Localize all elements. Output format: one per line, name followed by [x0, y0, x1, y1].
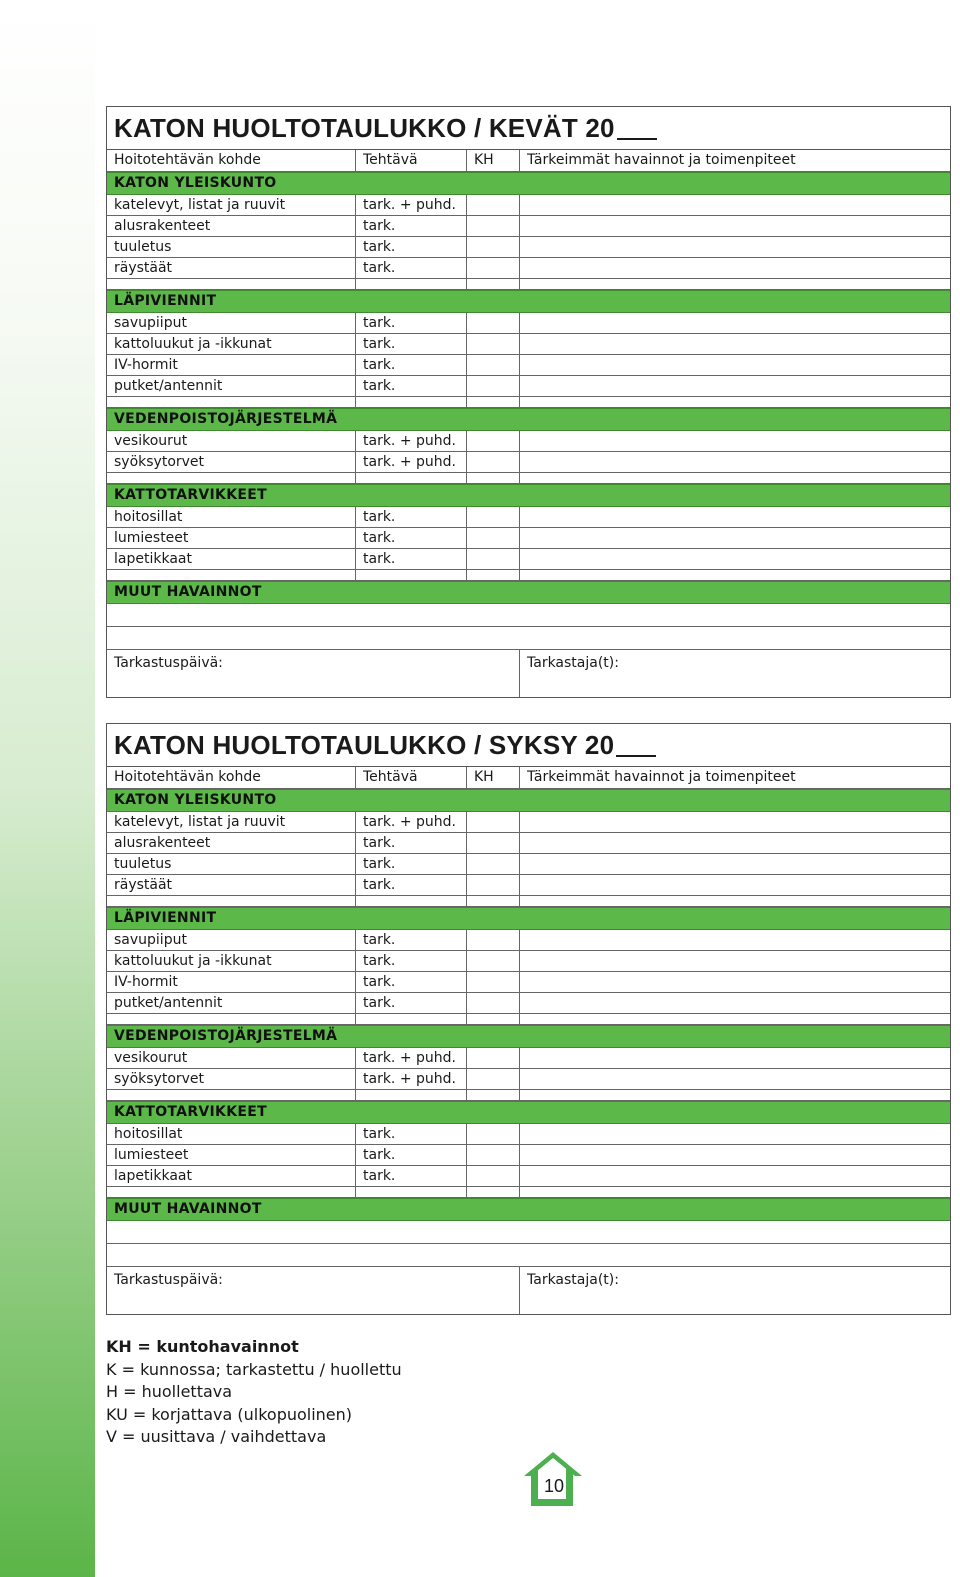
inspection-date-field[interactable]: Tarkastuspäivä: [114, 655, 223, 671]
kh-cell[interactable] [466, 1069, 519, 1089]
column-header: Hoitotehtävän kohde [114, 769, 261, 785]
spacer-row [107, 1014, 950, 1025]
item-cell: syöksytorvet [114, 1071, 205, 1087]
notes-cell[interactable] [519, 1048, 950, 1068]
spacer-cell [355, 896, 466, 906]
kh-cell[interactable] [466, 431, 519, 451]
section-header: LÄPIVIENNIT [107, 907, 950, 930]
table-row [107, 972, 950, 993]
spacer-cell [107, 1014, 355, 1024]
table-row [107, 528, 950, 549]
kh-cell[interactable] [466, 237, 519, 257]
item-cell: alusrakenteet [114, 835, 211, 851]
item-cell: lumiesteet [114, 1147, 189, 1163]
task-cell: tark. [355, 549, 466, 569]
autumn-maintenance-table [106, 723, 951, 1315]
spacer-cell [519, 1014, 950, 1024]
kh-cell[interactable] [466, 334, 519, 354]
table-row [107, 1166, 950, 1187]
spacer-cell [355, 279, 466, 289]
legend-line: V = uusittava / vaihdettava [106, 1427, 327, 1446]
section-header: MUUT HAVAINNOT [107, 581, 950, 604]
spacer-cell [519, 473, 950, 483]
item-cell: syöksytorvet [114, 454, 205, 470]
notes-cell[interactable] [519, 1166, 950, 1186]
task-cell: tark. [355, 993, 466, 1013]
kh-cell[interactable] [466, 812, 519, 832]
section-header: VEDENPOISTOJÄRJESTELMÄ [107, 408, 950, 431]
spacer-cell [466, 1090, 519, 1100]
house-icon [520, 1448, 586, 1510]
table-row [107, 833, 950, 854]
item-cell: lumiesteet [114, 530, 189, 546]
kh-cell[interactable] [466, 854, 519, 874]
table-row [107, 993, 950, 1014]
task-cell: tark. [355, 334, 466, 354]
spacer-cell [355, 473, 466, 483]
notes-cell[interactable] [519, 334, 950, 354]
green-gradient-sidebar [0, 0, 95, 1577]
notes-cell[interactable] [519, 1069, 950, 1089]
legend-line: H = huollettava [106, 1382, 233, 1401]
section-header: MUUT HAVAINNOT [107, 1198, 950, 1221]
sheet-title [107, 107, 950, 150]
section-header: KATTOTARVIKKEET [107, 1101, 950, 1124]
notes-cell[interactable] [519, 854, 950, 874]
table-row [107, 875, 950, 896]
kh-cell[interactable] [466, 313, 519, 333]
kh-cell[interactable] [466, 875, 519, 895]
table-header-row [107, 150, 950, 172]
kh-cell[interactable] [466, 258, 519, 278]
legend-line: K = kunnossa; tarkastettu / huollettu [106, 1359, 402, 1379]
item-cell: IV-hormit [114, 974, 178, 990]
column-header: Tehtävä [355, 150, 466, 171]
table-row [107, 258, 950, 279]
kh-cell[interactable] [466, 1048, 519, 1068]
table-row [107, 216, 950, 237]
kh-cell[interactable] [466, 216, 519, 236]
task-cell: tark. [355, 528, 466, 548]
kh-cell[interactable] [466, 951, 519, 971]
table-row [107, 313, 950, 334]
spacer-cell [466, 570, 519, 580]
spacer-row [107, 397, 950, 408]
table-row [107, 195, 950, 216]
notes-cell[interactable] [519, 195, 950, 215]
notes-cell[interactable] [519, 930, 950, 950]
column-header: KH [466, 767, 519, 788]
section-header: LÄPIVIENNIT [107, 290, 950, 313]
spacer-cell [519, 570, 950, 580]
task-cell: tark. [355, 875, 466, 895]
table-row [107, 376, 950, 397]
legend-line: KU = korjattava (ulkopuolinen) [106, 1404, 353, 1424]
notes-cell[interactable] [519, 313, 950, 333]
item-cell: vesikourut [114, 1050, 188, 1066]
notes-cell[interactable] [519, 507, 950, 527]
item-cell: katelevyt, listat ja ruuvit [114, 197, 286, 213]
task-cell: tark. [355, 313, 466, 333]
spacer-cell [519, 1187, 950, 1197]
table-row [107, 1048, 950, 1069]
notes-line[interactable] [107, 1221, 950, 1244]
task-cell: tark. [355, 237, 466, 257]
table-row [107, 1145, 950, 1166]
task-cell: tark. [355, 507, 466, 527]
table-row [107, 930, 950, 951]
task-cell: tark. [355, 854, 466, 874]
table-row [107, 507, 950, 528]
spacer-row [107, 1090, 950, 1101]
notes-cell[interactable] [519, 875, 950, 895]
kh-cell[interactable] [466, 972, 519, 992]
kh-legend [106, 1336, 402, 1449]
spacer-cell [107, 896, 355, 906]
signature-row [107, 650, 950, 697]
item-cell: räystäät [114, 877, 173, 893]
item-cell: tuuletus [114, 239, 172, 255]
notes-cell[interactable] [519, 216, 950, 236]
task-cell: tark. [355, 258, 466, 278]
spacer-cell [107, 279, 355, 289]
kh-cell[interactable] [466, 528, 519, 548]
item-cell: katelevyt, listat ja ruuvit [114, 814, 286, 830]
notes-cell[interactable] [519, 528, 950, 548]
notes-cell[interactable] [519, 833, 950, 853]
spacer-cell [466, 473, 519, 483]
kh-cell[interactable] [466, 833, 519, 853]
item-cell: räystäät [114, 260, 173, 276]
sheet-title-text: KATON HUOLTOTAULUKKO / KEVÄT 20 [114, 112, 615, 143]
table-row [107, 1124, 950, 1145]
column-header: KH [466, 150, 519, 171]
item-cell: putket/antennit [114, 378, 223, 394]
item-cell: vesikourut [114, 433, 188, 449]
spacer-cell [355, 1090, 466, 1100]
notes-cell[interactable] [519, 355, 950, 375]
item-cell: kattoluukut ja -ikkunat [114, 336, 272, 352]
page-number: 10 [543, 1476, 565, 1496]
spacer-row [107, 896, 950, 907]
kh-cell[interactable] [466, 1124, 519, 1144]
task-cell: tark. + puhd. [355, 452, 466, 472]
kh-cell[interactable] [466, 930, 519, 950]
spacer-cell [466, 1014, 519, 1024]
table-row [107, 1069, 950, 1090]
spacer-cell [519, 279, 950, 289]
notes-line[interactable] [107, 627, 950, 650]
spacer-cell [519, 397, 950, 407]
notes-cell[interactable] [519, 972, 950, 992]
spacer-cell [107, 473, 355, 483]
spacer-cell [355, 1014, 466, 1024]
spacer-cell [466, 896, 519, 906]
section-header: KATTOTARVIKKEET [107, 484, 950, 507]
spring-maintenance-table [106, 106, 951, 698]
kh-cell[interactable] [466, 355, 519, 375]
table-row [107, 854, 950, 875]
task-cell: tark. [355, 1166, 466, 1186]
item-cell: hoitosillat [114, 509, 183, 525]
spacer-cell [355, 570, 466, 580]
section-header: KATON YLEISKUNTO [107, 789, 950, 812]
task-cell: tark. + puhd. [355, 431, 466, 451]
spacer-cell [355, 397, 466, 407]
year-blank[interactable] [617, 116, 657, 140]
notes-cell[interactable] [519, 993, 950, 1013]
notes-cell[interactable] [519, 237, 950, 257]
column-header: Tehtävä [355, 767, 466, 788]
spacer-cell [466, 397, 519, 407]
task-cell: tark. [355, 951, 466, 971]
spacer-cell [519, 1090, 950, 1100]
kh-cell[interactable] [466, 1145, 519, 1165]
spacer-cell [107, 1090, 355, 1100]
notes-line[interactable] [107, 1244, 950, 1267]
spacer-cell [466, 279, 519, 289]
signature-row [107, 1267, 950, 1314]
table-row [107, 237, 950, 258]
column-header: Tärkeimmät havainnot ja toimenpiteet [519, 150, 950, 171]
table-row [107, 334, 950, 355]
task-cell: tark. + puhd. [355, 1069, 466, 1089]
kh-cell[interactable] [466, 507, 519, 527]
spacer-cell [107, 570, 355, 580]
item-cell: IV-hormit [114, 357, 178, 373]
kh-cell[interactable] [466, 452, 519, 472]
kh-cell[interactable] [466, 376, 519, 396]
item-cell: alusrakenteet [114, 218, 211, 234]
table-row [107, 355, 950, 376]
table-row [107, 549, 950, 570]
task-cell: tark. [355, 376, 466, 396]
item-cell: lapetikkaat [114, 1168, 192, 1184]
legend-title: KH = kuntohavainnot [106, 1337, 299, 1356]
notes-cell[interactable] [519, 549, 950, 569]
item-cell: hoitosillat [114, 1126, 183, 1142]
task-cell: tark. [355, 216, 466, 236]
notes-cell[interactable] [519, 452, 950, 472]
item-cell: putket/antennit [114, 995, 223, 1011]
item-cell: savupiiput [114, 932, 187, 948]
column-header: Hoitotehtävän kohde [114, 152, 261, 168]
spacer-row [107, 473, 950, 484]
spacer-row [107, 1187, 950, 1198]
spacer-row [107, 279, 950, 290]
task-cell: tark. [355, 833, 466, 853]
item-cell: lapetikkaat [114, 551, 192, 567]
kh-cell[interactable] [466, 1166, 519, 1186]
year-blank[interactable] [616, 733, 656, 757]
inspector-field[interactable]: Tarkastaja(t): [519, 650, 950, 697]
spacer-cell [107, 1187, 355, 1197]
task-cell: tark. [355, 930, 466, 950]
notes-cell[interactable] [519, 951, 950, 971]
task-cell: tark. [355, 355, 466, 375]
item-cell: kattoluukut ja -ikkunat [114, 953, 272, 969]
notes-line[interactable] [107, 604, 950, 627]
task-cell: tark. [355, 1124, 466, 1144]
inspection-date-field[interactable]: Tarkastuspäivä: [114, 1272, 223, 1288]
task-cell: tark. + puhd. [355, 812, 466, 832]
item-cell: savupiiput [114, 315, 187, 331]
table-row [107, 431, 950, 452]
table-row [107, 951, 950, 972]
section-header: KATON YLEISKUNTO [107, 172, 950, 195]
table-row [107, 812, 950, 833]
notes-cell[interactable] [519, 1124, 950, 1144]
task-cell: tark. [355, 972, 466, 992]
table-row [107, 452, 950, 473]
notes-cell[interactable] [519, 1145, 950, 1165]
notes-cell[interactable] [519, 258, 950, 278]
sheet-title-text: KATON HUOLTOTAULUKKO / SYKSY 20 [114, 729, 615, 760]
table-header-row [107, 767, 950, 789]
spacer-cell [355, 1187, 466, 1197]
kh-cell[interactable] [466, 993, 519, 1013]
notes-cell[interactable] [519, 812, 950, 832]
sheet-title [107, 724, 950, 767]
spacer-cell [519, 896, 950, 906]
spacer-cell [107, 397, 355, 407]
kh-cell[interactable] [466, 195, 519, 215]
column-header: Tärkeimmät havainnot ja toimenpiteet [519, 767, 950, 788]
kh-cell[interactable] [466, 549, 519, 569]
item-cell: tuuletus [114, 856, 172, 872]
spacer-cell [466, 1187, 519, 1197]
task-cell: tark. [355, 1145, 466, 1165]
section-header: VEDENPOISTOJÄRJESTELMÄ [107, 1025, 950, 1048]
task-cell: tark. + puhd. [355, 1048, 466, 1068]
spacer-row [107, 570, 950, 581]
notes-cell[interactable] [519, 431, 950, 451]
inspector-field[interactable]: Tarkastaja(t): [519, 1267, 950, 1314]
task-cell: tark. + puhd. [355, 195, 466, 215]
notes-cell[interactable] [519, 376, 950, 396]
house-page-number-logo [520, 1448, 586, 1510]
